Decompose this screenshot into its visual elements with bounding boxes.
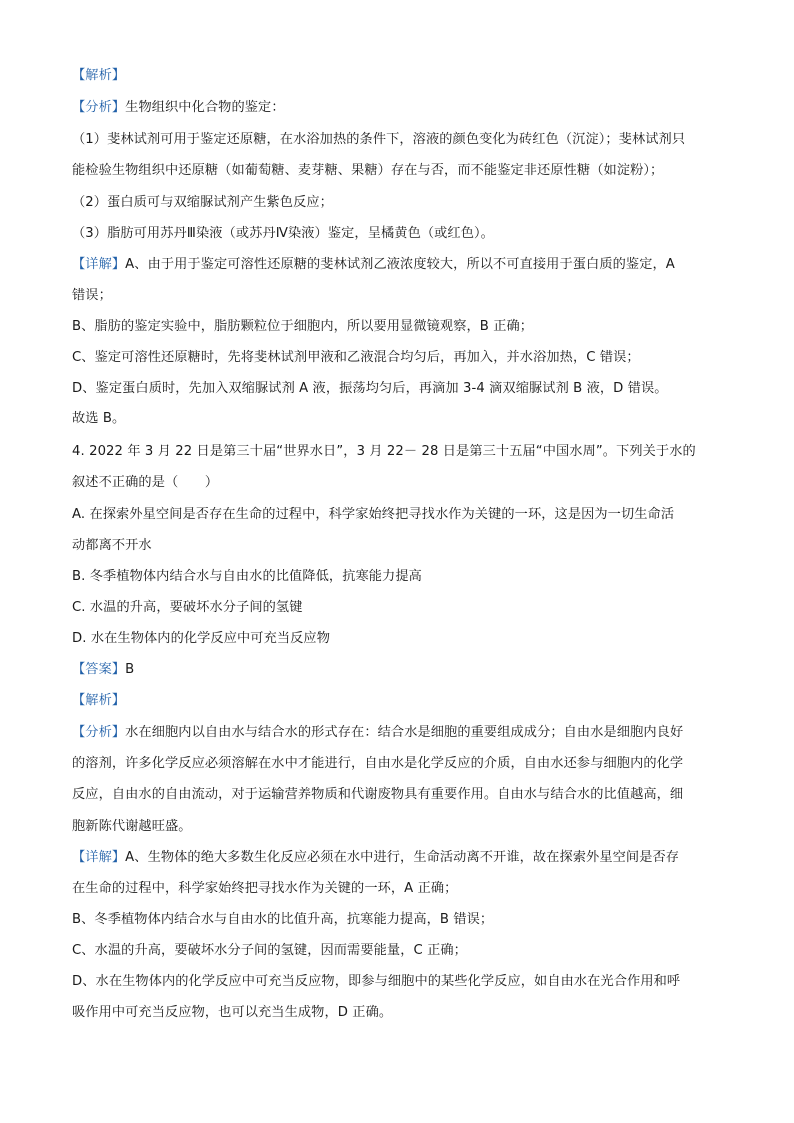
jiexi-heading: 【解析】 <box>72 68 126 83</box>
xiangjie-line-q4: 吸作用中可充当反应物，也可以充当生成物，D 正确。 <box>72 1005 393 1020</box>
option-a-cont: 动都离不开水 <box>72 538 152 553</box>
xiangjie-paragraph-q4 <box>72 849 732 867</box>
xiangjie-line: B、脂肪的鉴定实验中，脂肪颗粒位于细胞内，所以要用显微镜观察，B 正确； <box>72 319 534 334</box>
fenxi-text-q4: 水在细胞内以自由水与结合水的形式存在：结合水是细胞的重要组成成分；自由水是细胞内良好 <box>125 725 684 740</box>
xiangjie-text: A、由于用于鉴定可溶性还原糖的斐林试剂乙液浓度较大，所以不可直接用于蛋白质的鉴定，A <box>125 257 675 272</box>
xiangjie-paragraph <box>72 256 732 274</box>
fenxi-item-line: （3）脂肪可用苏丹Ⅲ染液（或苏丹Ⅳ染液）鉴定，呈橘黄色（或红色）。 <box>72 226 494 241</box>
fenxi-item-line: 能检验生物组织中还原糖（如葡萄糖、麦芽糖、果糖）存在与否，而不能鉴定非还原性糖（如淀粉）； <box>72 163 664 178</box>
xiangjie-tag-q4: 【详解】 <box>72 850 126 865</box>
conclusion-line: 故选 B。 <box>72 411 126 426</box>
fenxi-paragraph-q4 <box>72 724 732 742</box>
fenxi-line-q4: 反应，自由水的自由流动，对于运输营养物质和代谢废物具有重要作用。自由水与结合水的比值越高，细 <box>72 787 684 802</box>
xiangjie-line-q4: D、水在生物体内的化学反应中可充当反应物，即参与细胞中的某些化学反应，如自由水在光合作用和呼 <box>72 974 681 989</box>
xiangjie-line-q4: C、水温的升高，要破坏水分子间的氢键，因而需要能量，C 正确； <box>72 943 467 958</box>
answer-line <box>72 661 732 679</box>
option-b: B. 冬季植物体内结合水与自由水的比值降低，抗寒能力提高 <box>72 569 422 584</box>
question-stem: 4. 2022 年 3 月 22 日是第三十届“世界水日”，3 月 22－ 28 日是第三十五届“中国水周”。下列关于水的 <box>72 444 696 459</box>
option-c: C. 水温的升高，要破坏水分子间的氢键 <box>72 600 303 615</box>
xiangjie-line: D、鉴定蛋白质时，先加入双缩脲试剂 A 液，振荡均匀后，再滴加 3-4 滴双缩脲试剂 B 液，D 错误。 <box>72 381 668 396</box>
fenxi-tag: 【分析】 <box>72 100 126 115</box>
question-stem-cont: 叙述不正确的是（ ） <box>72 475 219 490</box>
fenxi-text: 生物组织中化合物的鉴定： <box>125 100 285 115</box>
xiangjie-line-q4: 在生命的过程中，科学家始终把寻找水作为关键的一环，A 正确； <box>72 881 458 896</box>
fenxi-line-q4: 的溶剂，许多化学反应必须溶解在水中才能进行，自由水是化学反应的介质，自由水还参与细胞内的化学 <box>72 756 684 771</box>
xiangjie-tag: 【详解】 <box>72 257 126 272</box>
xiangjie-line-q4: B、冬季植物体内结合水与自由水的比值升高，抗寒能力提高，B 错误； <box>72 912 494 927</box>
xiangjie-line: 错误； <box>72 288 112 303</box>
fenxi-tag-q4: 【分析】 <box>72 725 126 740</box>
jiexi-heading-q4: 【解析】 <box>72 693 126 708</box>
answer-tag: 【答案】 <box>72 662 126 677</box>
option-d: D. 水在生物体内的化学反应中可充当反应物 <box>72 631 331 646</box>
fenxi-item-line: （2）蛋白质可与双缩脲试剂产生紫色反应； <box>72 195 333 210</box>
xiangjie-text-q4: A、生物体的绝大多数生化反应必须在水中进行，生命活动离不开谁，故在探索外星空间是否存 <box>125 850 680 865</box>
answer-value: B <box>125 662 135 677</box>
option-a: A. 在探索外星空间是否存在生命的过程中，科学家始终把寻找水作为关键的一环，这是因为一切生命活 <box>72 507 675 522</box>
fenxi-line-q4: 胞新陈代谢越旺盛。 <box>72 819 192 834</box>
fenxi-paragraph <box>72 99 732 117</box>
fenxi-item-line: （1）斐林试剂可用于鉴定还原糖，在水浴加热的条件下，溶液的颜色变化为砖红色（沉淀）；斐林试剂只 <box>72 132 686 147</box>
xiangjie-line: C、鉴定可溶性还原糖时，先将斐林试剂甲液和乙液混合均匀后，再加入，并水浴加热，C 错误； <box>72 350 640 365</box>
